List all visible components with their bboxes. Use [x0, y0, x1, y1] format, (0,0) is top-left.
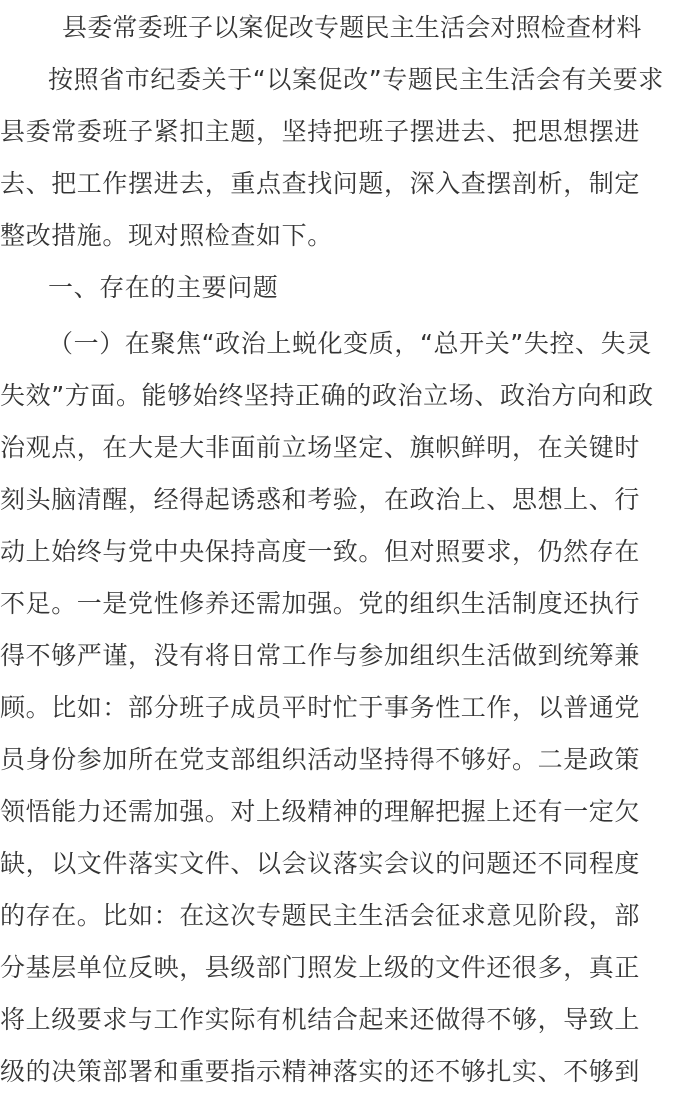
paragraph-intro-line-2: 县委常委班子紧扣主题，坚持把班子摆进去、把思想摆进 — [0, 117, 641, 146]
paragraph-intro-line-4: 整改措施。现对照检查如下。 — [0, 221, 333, 250]
paragraph-problem-line-15: 级的决策部署和重要指示精神落实的还不够扎实、不够到 — [0, 1057, 641, 1086]
paragraph-problem-line-8: 顾。比如：部分班子成员平时忙于事务性工作，以普通党 — [0, 693, 641, 722]
paragraph-intro-line-3: 去、把工作摆进去，重点查找问题，深入查摆剖析，制定 — [0, 169, 641, 198]
document-title: 县委常委班子以案促改专题民主生活会对照检查材料 — [62, 13, 642, 42]
paragraph-problem-line-3: 治观点，在大是大非面前立场坚定、旗帜鲜明，在关键时 — [0, 433, 641, 462]
section-heading-1: 一、存在的主要问题 — [48, 273, 279, 302]
paragraph-problem-line-2: 失效”方面。能够始终坚持正确的政治立场、政治方向和政 — [0, 381, 654, 410]
paragraph-problem-line-7: 得不够严谨，没有将日常工作与参加组织生活做到统筹兼 — [0, 641, 641, 670]
paragraph-problem-line-5: 动上始终与党中央保持高度一致。但对照要求，仍然存在 — [0, 537, 641, 566]
paragraph-problem-line-11: 缺，以文件落实文件、以会议落实会议的问题还不同程度 — [0, 849, 641, 878]
paragraph-problem-line-6: 不足。一是党性修养还需加强。党的组织生活制度还执行 — [0, 589, 641, 618]
paragraph-problem-line-14: 将上级要求与工作实际有机结合起来还做得不够，导致上 — [0, 1005, 641, 1034]
paragraph-problem-line-12: 的存在。比如：在这次专题民主生活会征求意见阶段，部 — [0, 901, 641, 930]
paragraph-intro-line-1: 按照省市纪委关于“以案促改”专题民主生活会有关要求 — [48, 65, 664, 94]
paragraph-problem-line-13: 分基层单位反映，县级部门照发上级的文件还很多，真正 — [0, 953, 641, 982]
paragraph-problem-line-10: 领悟能力还需加强。对上级精神的理解把握上还有一定欠 — [0, 797, 641, 826]
paragraph-problem-line-9: 员身份参加所在党支部组织活动坚持得不够好。二是政策 — [0, 745, 641, 774]
paragraph-problem-line-1: （一）在聚焦“政治上蜕化变质，“总开关”失控、失灵 — [48, 329, 652, 358]
paragraph-problem-line-4: 刻头脑清醒，经得起诱惑和考验，在政治上、思想上、行 — [0, 485, 641, 514]
